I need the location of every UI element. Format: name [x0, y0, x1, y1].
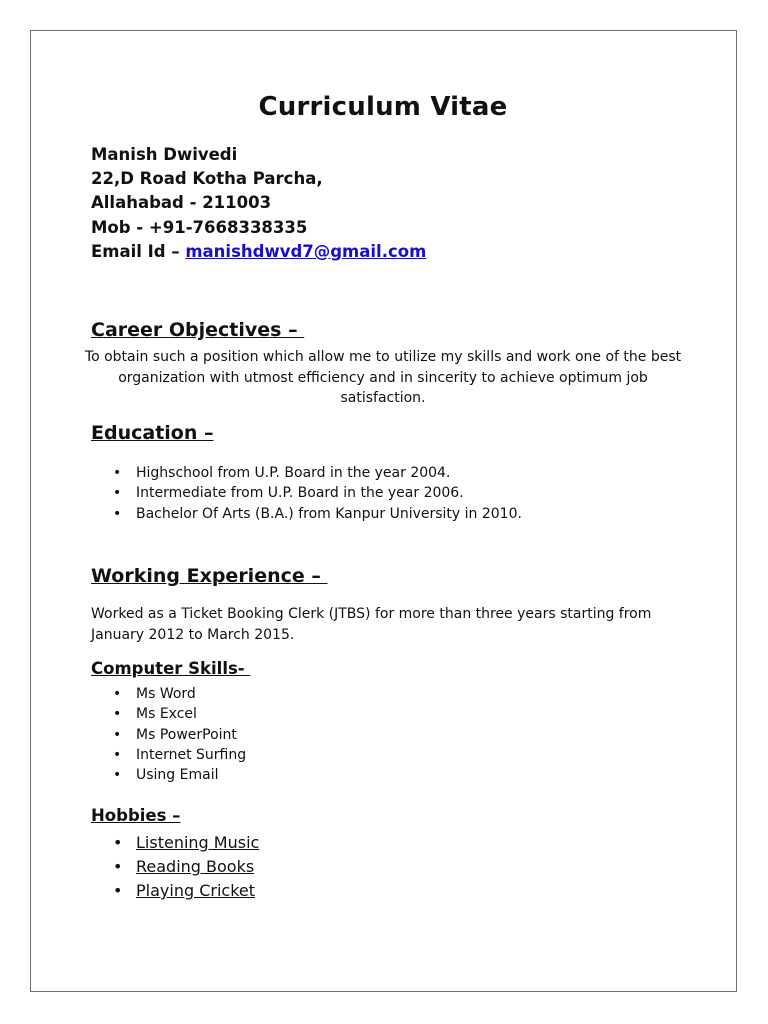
- bullet-icon: •: [113, 833, 123, 852]
- contact-email-label: Email Id –: [91, 241, 186, 261]
- working-experience-text: Worked as a Ticket Booking Clerk (JTBS) for more than three years starting from January 2012 to March 2015.: [91, 606, 652, 643]
- skill-item-text: Internet Surfing: [136, 746, 247, 763]
- hobby-item-text: Playing Cricket: [136, 881, 255, 900]
- working-experience-heading: Working Experience –: [91, 565, 328, 587]
- contact-email-line: [91, 240, 426, 264]
- list-item: [91, 483, 522, 503]
- education-item-text: Bachelor Of Arts (B.A.) from Kanpur University in 2010.: [136, 505, 522, 522]
- list-item: [113, 855, 259, 879]
- career-objectives-heading: Career Objectives –: [91, 319, 305, 341]
- bullet-icon: •: [113, 706, 122, 723]
- contact-mobile: Mob - +91-7668338335: [91, 217, 308, 237]
- list-item: [91, 704, 246, 724]
- list-item: [91, 725, 246, 745]
- education-item-text: Highschool from U.P. Board in the year 2004.: [136, 465, 451, 481]
- skill-item-text: Ms Excel: [136, 706, 197, 723]
- bullet-icon: •: [113, 726, 122, 743]
- bullet-icon: •: [113, 686, 122, 702]
- contact-address-line2: Allahabad - 211003: [91, 193, 272, 213]
- education-list: [91, 463, 522, 524]
- contact-name: Manish Dwivedi: [91, 145, 238, 164]
- bullet-icon: •: [113, 746, 122, 763]
- hobbies-list: [113, 831, 259, 903]
- skill-item-text: Ms Word: [136, 686, 196, 702]
- list-item: [91, 765, 246, 785]
- bullet-icon: •: [113, 881, 123, 900]
- career-objectives-text: To obtain such a position which allow me to utilize my skills and work one of the best organization with utmost efficiency and in sincerity to achieve optimum job satisfaction.: [84, 349, 682, 406]
- education-heading: Education –: [91, 422, 214, 444]
- list-item: [113, 831, 259, 855]
- computer-skills-heading: Computer Skills-: [91, 659, 251, 678]
- bullet-icon: •: [113, 857, 123, 876]
- contact-block: [91, 143, 426, 264]
- list-item: [91, 463, 522, 483]
- skill-item-text: Ms PowerPoint: [136, 726, 237, 743]
- list-item: [91, 684, 246, 704]
- list-item: [91, 504, 522, 524]
- bullet-icon: •: [113, 767, 122, 784]
- bullet-icon: •: [113, 465, 122, 481]
- hobby-item-text: Reading Books: [136, 857, 255, 876]
- contact-address-line1: 22,D Road Kotha Parcha,: [91, 169, 323, 189]
- hobby-item-text: Listening Music: [136, 833, 260, 852]
- skill-item-text: Using Email: [136, 767, 219, 784]
- list-item: [91, 745, 246, 765]
- bullet-icon: •: [113, 485, 122, 502]
- bullet-icon: •: [113, 505, 122, 522]
- education-item-text: Intermediate from U.P. Board in the year 2006.: [136, 485, 464, 502]
- contact-email-link[interactable]: manishdwvd7@gmail.com: [185, 241, 427, 261]
- computer-skills-list: [91, 684, 246, 785]
- list-item: [113, 879, 259, 903]
- hobbies-heading: Hobbies –: [91, 806, 181, 825]
- document-title: Curriculum Vitae: [258, 92, 508, 122]
